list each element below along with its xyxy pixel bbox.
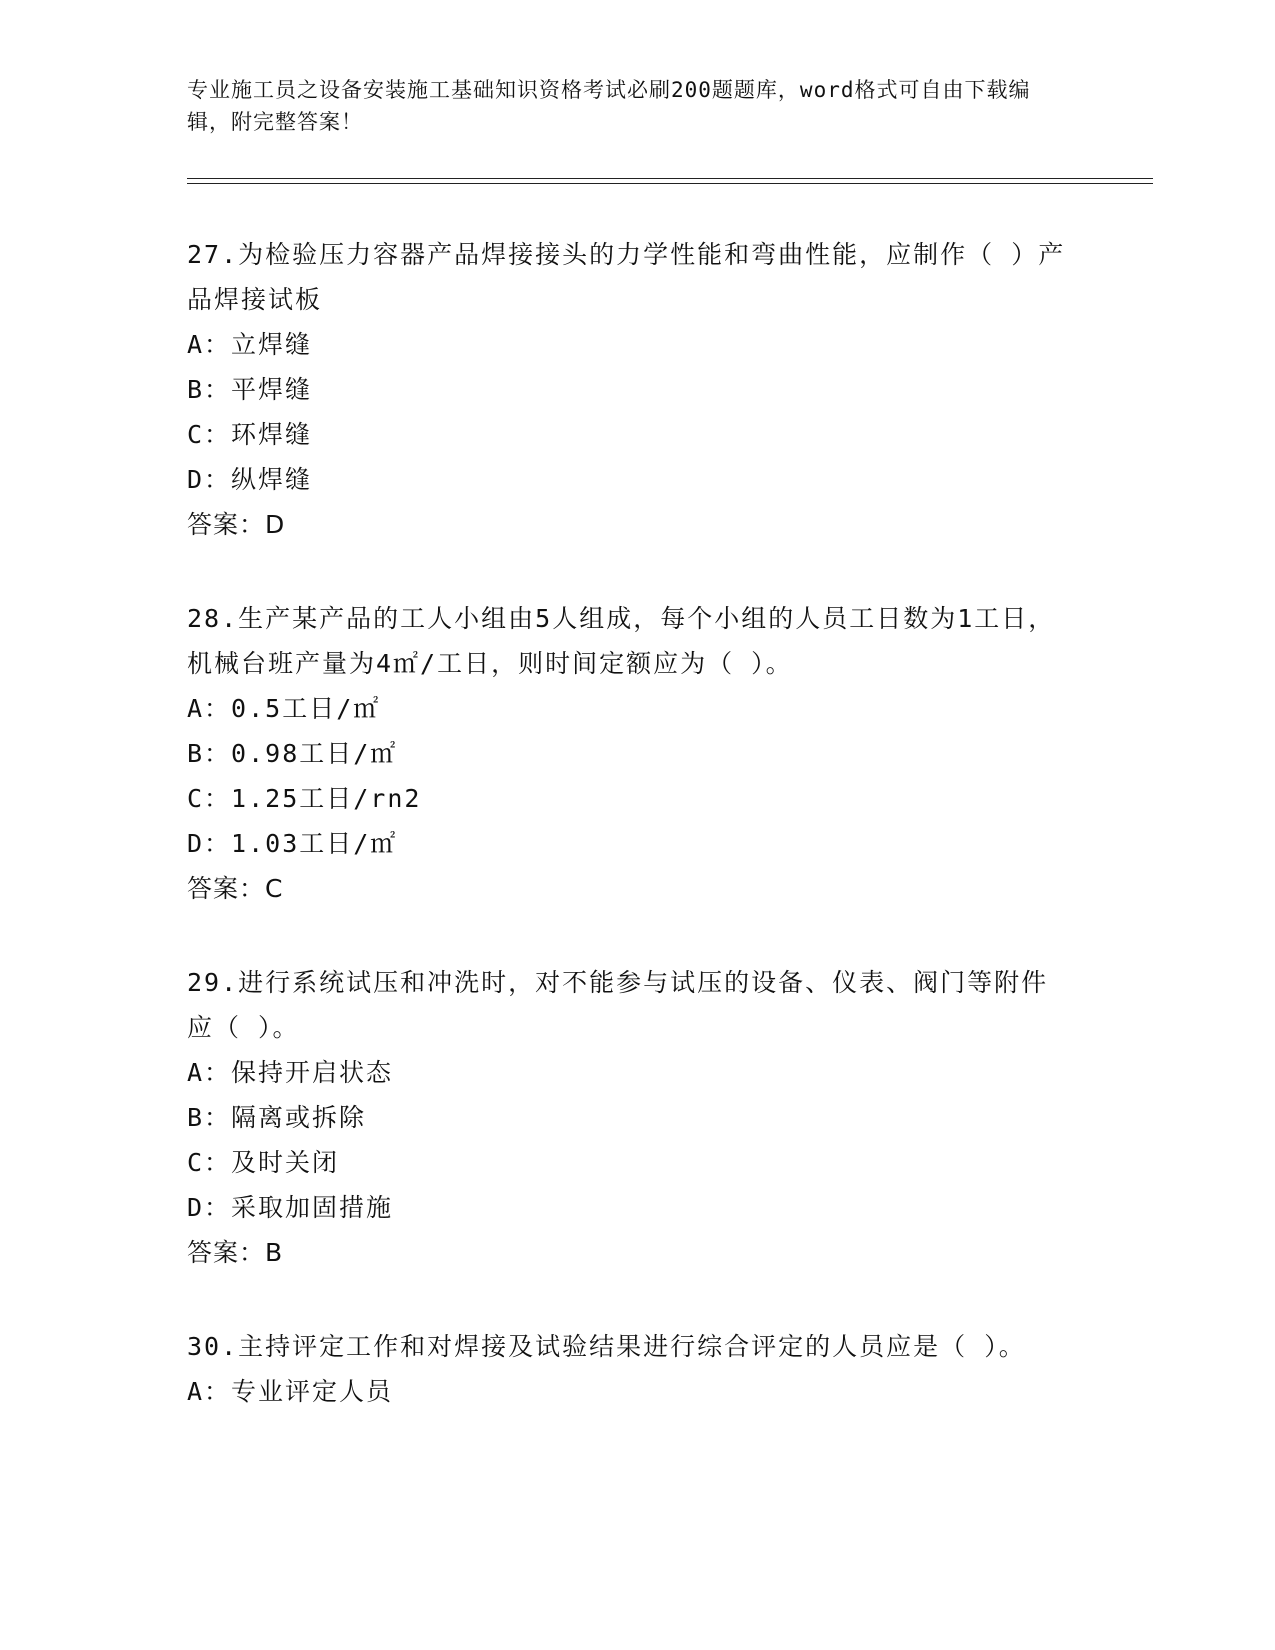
- option-c: C：及时关闭: [187, 1148, 340, 1177]
- option-a: A：专业评定人员: [187, 1377, 394, 1406]
- option-c: C：环焊缝: [187, 420, 313, 449]
- option-b: B：0.98工日/㎡: [187, 739, 398, 768]
- document-header: 专业施工员之设备安装施工基础知识资格考试必刷200题题库，word格式可自由下载编辑，附完整答案！: [187, 78, 1031, 134]
- option-a: A：立焊缝: [187, 330, 313, 359]
- option-c: C：1.25工日/rn2: [187, 784, 422, 813]
- option-a: A：保持开启状态: [187, 1058, 394, 1087]
- question-30: [187, 1324, 1067, 1414]
- option-d: D：采取加固措施: [187, 1193, 394, 1222]
- question-27: [187, 232, 1067, 547]
- answer-line: 答案：D: [187, 510, 286, 539]
- option-b: B：平焊缝: [187, 375, 313, 404]
- option-d: D：纵焊缝: [187, 465, 313, 494]
- answer-line: 答案：B: [187, 1238, 284, 1267]
- question-text: 29.进行系统试压和冲洗时，对不能参与试压的设备、仪表、阀门等附件应（ ）。: [187, 968, 1049, 1042]
- option-b: B：隔离或拆除: [187, 1103, 367, 1132]
- header-divider-top: [187, 178, 1153, 179]
- question-29: [187, 960, 1067, 1275]
- option-a: A：0.5工日/㎡: [187, 694, 381, 723]
- option-d: D：1.03工日/㎡: [187, 829, 398, 858]
- question-text: 28.生产某产品的工人小组由5人组成，每个小组的人员工日数为1工日，机械台班产量为4㎡/工日，则时间定额应为（ ）。: [187, 604, 1056, 678]
- answer-line: 答案：C: [187, 874, 284, 903]
- question-28: [187, 596, 1067, 911]
- question-text: 27.为检验压力容器产品焊接接头的力学性能和弯曲性能，应制作（ ）产品焊接试板: [187, 240, 1066, 314]
- header-divider-bottom: [187, 183, 1153, 184]
- question-text: 30.主持评定工作和对焊接及试验结果进行综合评定的人员应是（ ）。: [187, 1332, 1026, 1361]
